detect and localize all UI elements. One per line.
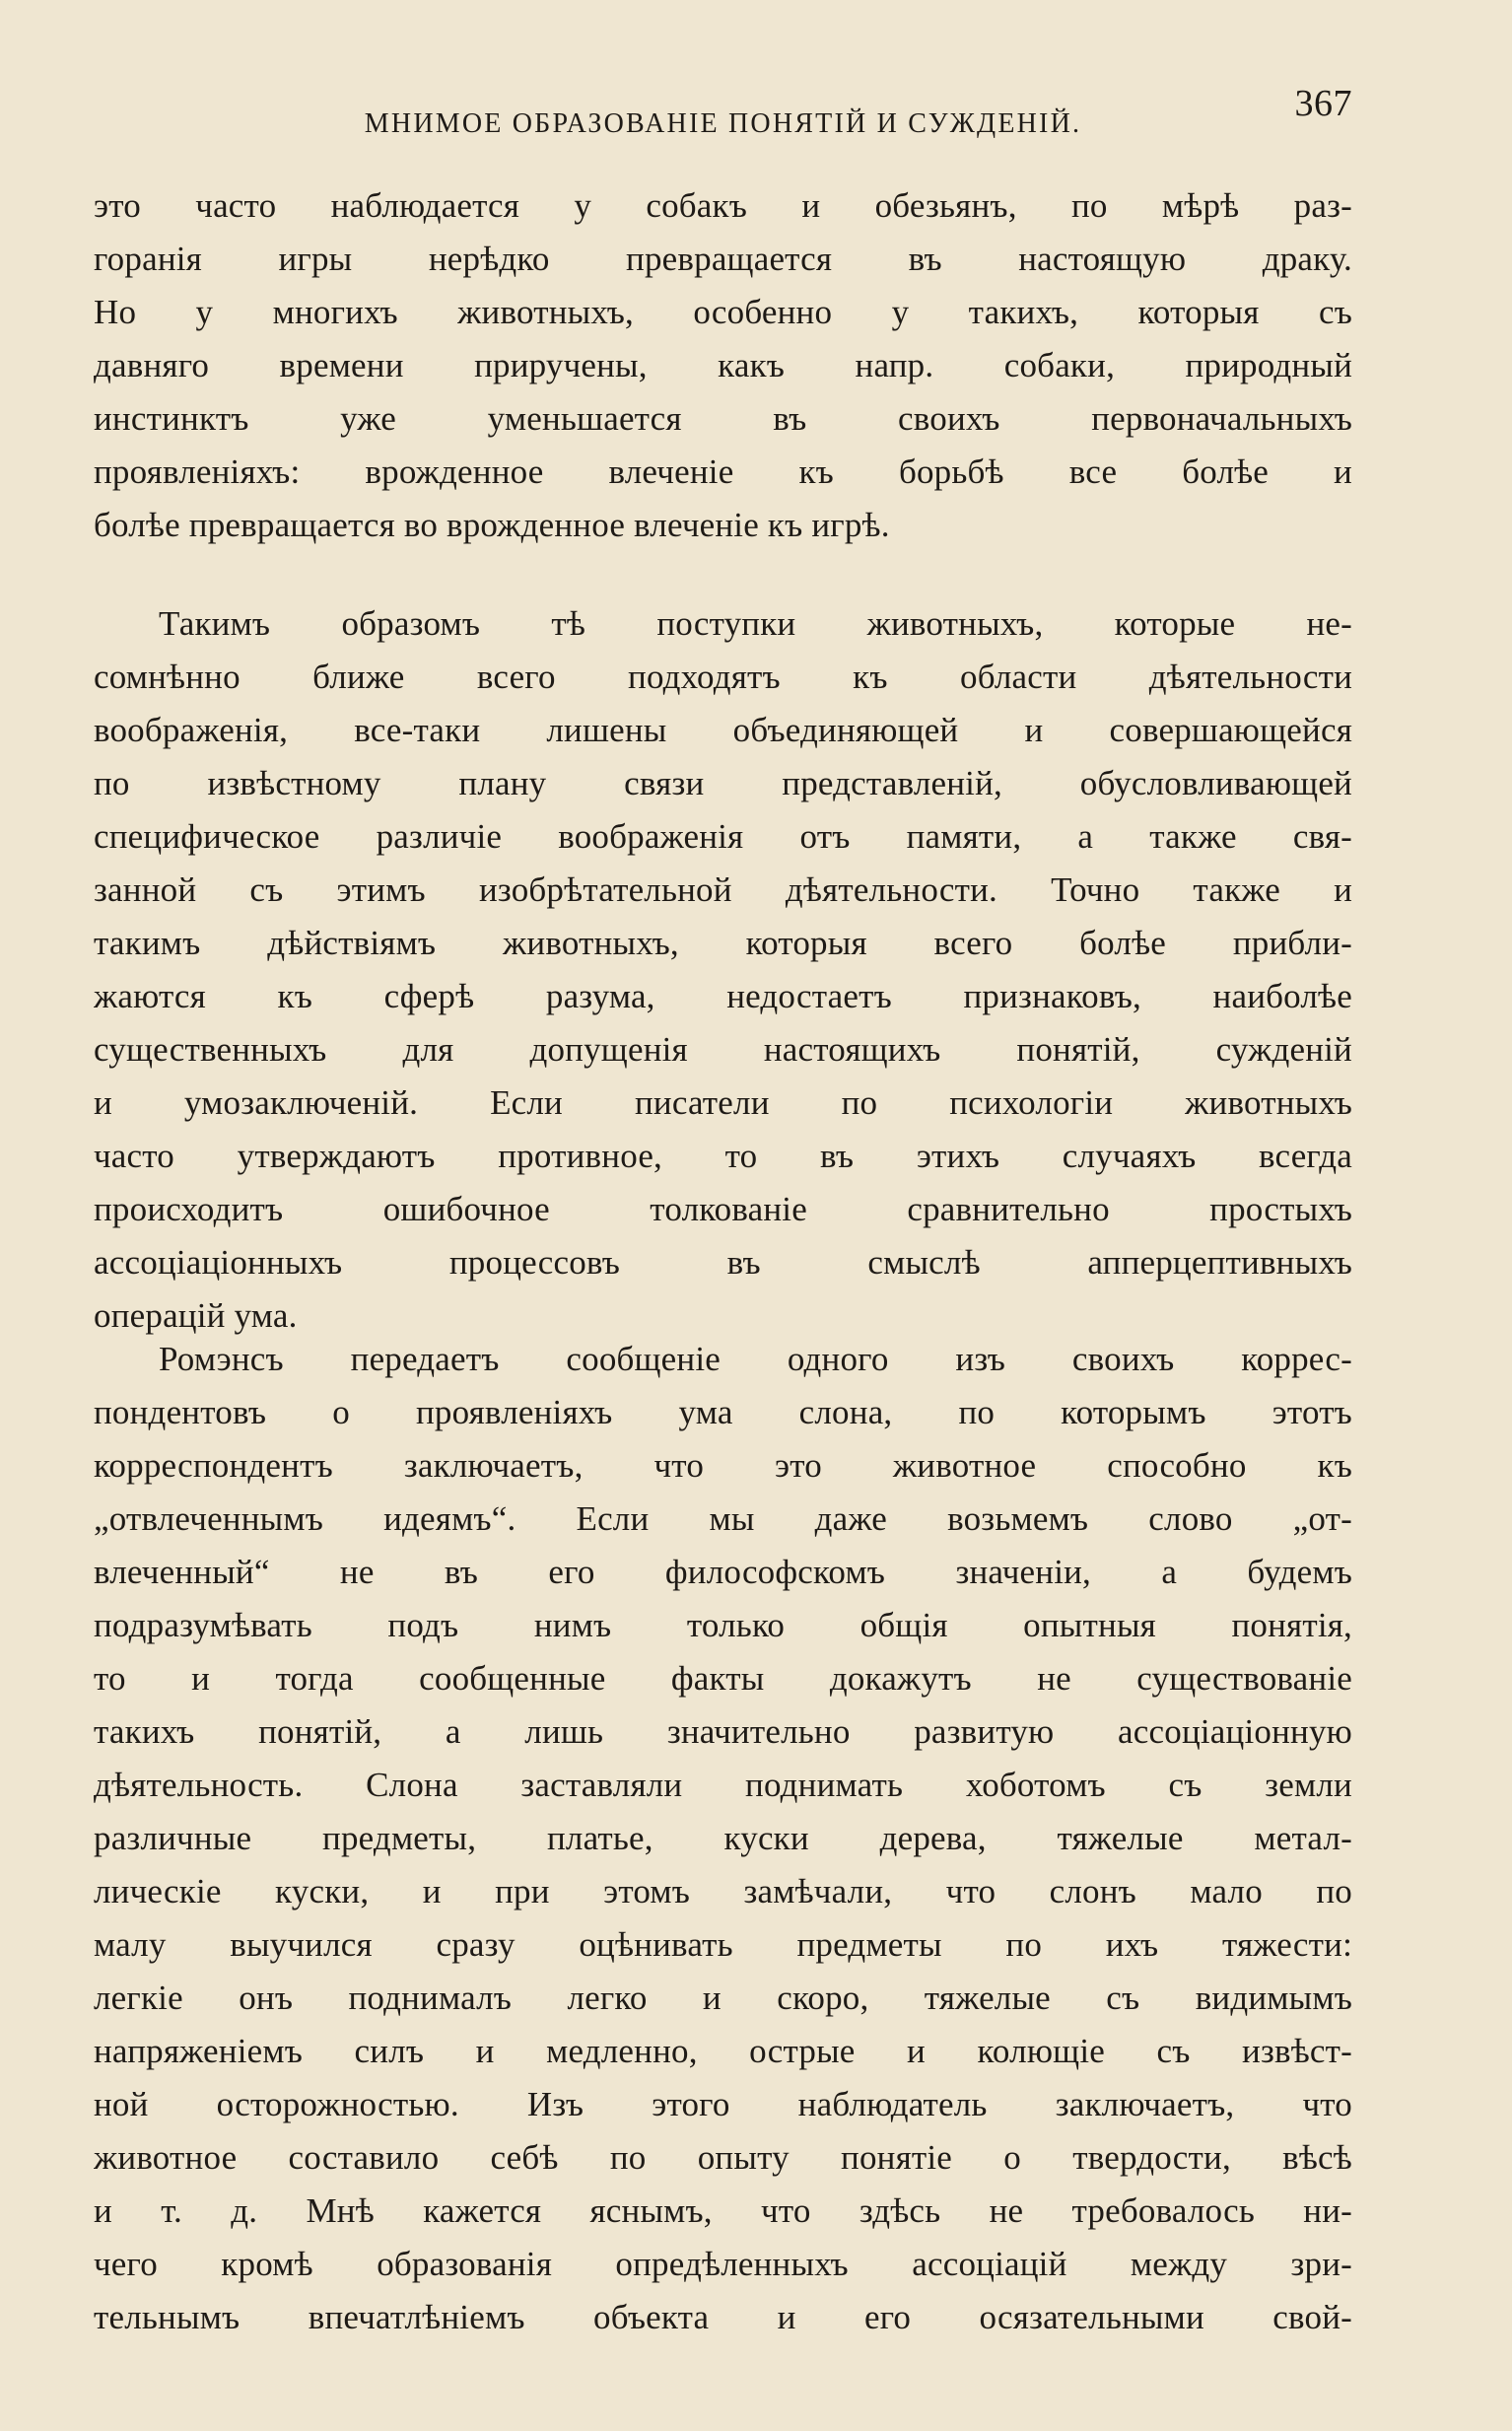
paragraph-2 (94, 597, 1352, 1343)
paragraph-line: и умозаключеній. Если писатели по психологіи животныхъ (94, 1083, 1352, 1122)
running-title: МНИМОЕ ОБРАЗОВАНІЕ ПОНЯТІЙ И СУЖДЕНІЙ. (364, 108, 1082, 139)
paragraph-line: болѣе превращается во врожденное влеченіе къ игрѣ. (94, 506, 890, 544)
paragraph-line: существенныхъ для допущенія настоящихъ понятій, сужденій (94, 1030, 1352, 1069)
paragraph-line: чего кромѣ образованія опредѣленныхъ ассоціацій между зри- (94, 2245, 1352, 2283)
paragraph-line: горанія игры нерѣдко превращается въ настоящую драку. (94, 240, 1352, 278)
paragraph-line: операцій ума. (94, 1296, 298, 1335)
paragraph-line: инстинктъ уже уменьшается въ своихъ первоначальныхъ (94, 399, 1352, 438)
page-number: 367 (1294, 83, 1352, 124)
paragraph-line: тельнымъ впечатлѣніемъ объекта и его осязательными свой- (94, 2298, 1352, 2336)
paragraph-line: занной съ этимъ изобрѣтательной дѣятельности. Точно также и (94, 870, 1352, 909)
paragraph-line: сомнѣнно ближе всего подходятъ къ области дѣятельности (94, 658, 1352, 696)
running-header (94, 81, 1352, 140)
paragraph-line: и т. д. Мнѣ кажется яснымъ, что здѣсь не требовалось ни- (94, 2191, 1352, 2230)
paragraph-line: различные предметы, платье, куски дерева, тяжелые метал- (94, 1819, 1352, 1857)
paragraph-line: это часто наблюдается у собакъ и обезьянъ, по мѣрѣ раз- (94, 186, 1352, 225)
paragraph-line: ной осторожностью. Изъ этого наблюдатель заключаетъ, что (94, 2085, 1352, 2123)
paragraph-line: влеченный“ не въ его философскомъ значеніи, а будемъ (94, 1553, 1352, 1591)
paragraph-line: напряженіемъ силъ и медленно, острые и колющіе съ извѣст- (94, 2032, 1352, 2070)
paragraph-line: то и тогда сообщенные факты докажутъ не существованіе (94, 1659, 1352, 1698)
paragraph-line: давняго времени приручены, какъ напр. собаки, природный (94, 346, 1352, 384)
paragraph-line: по извѣстному плану связи представленій, обусловливающей (94, 764, 1352, 802)
paragraph-line: Ромэнсъ передаетъ сообщеніе одного изъ своихъ коррес- (159, 1340, 1352, 1378)
paragraph-line: происходитъ ошибочное толкованіе сравнительно простыхъ (94, 1190, 1352, 1228)
paragraph-line: воображенія, все-таки лишены объединяющей и совершающейся (94, 711, 1352, 749)
paragraph-line: жаются къ сферѣ разума, недостаетъ признаковъ, наиболѣе (94, 977, 1352, 1015)
paragraph-line: Но у многихъ животныхъ, особенно у такихъ, которыя съ (94, 293, 1352, 331)
paragraph-1 (94, 179, 1352, 552)
paragraph-line: такимъ дѣйствіямъ животныхъ, которыя всего болѣе прибли- (94, 924, 1352, 962)
paragraph-line: дѣятельность. Слона заставляли поднимать хоботомъ съ земли (94, 1766, 1352, 1804)
paragraph-line: ассоціаціонныхъ процессовъ въ смыслѣ апперцептивныхъ (94, 1243, 1352, 1282)
paragraph-line: часто утверждаютъ противное, то въ этихъ случаяхъ всегда (94, 1137, 1352, 1175)
paragraph-line: проявленіяхъ: врожденное влеченіе къ борьбѣ все болѣе и (94, 452, 1352, 491)
paragraph-line: лическіе куски, и при этомъ замѣчали, что слонъ мало по (94, 1872, 1352, 1910)
paragraph-line: корреспондентъ заключаетъ, что это животное способно къ (94, 1446, 1352, 1485)
paragraph-line: „отвлеченнымъ идеямъ“. Если мы даже возьмемъ слово „от- (94, 1499, 1352, 1538)
paragraph-line: пондентовъ о проявленіяхъ ума слона, по которымъ этотъ (94, 1393, 1352, 1431)
paragraph-line: подразумѣвать подъ нимъ только общія опытныя понятія, (94, 1606, 1352, 1644)
paragraph-line: специфическое различіе воображенія отъ памяти, а также свя- (94, 817, 1352, 856)
paragraph-line: малу выучился сразу оцѣнивать предметы по ихъ тяжести: (94, 1925, 1352, 1964)
paragraph-line: Такимъ образомъ тѣ поступки животныхъ, которые не- (159, 604, 1352, 643)
paragraph-line: животное составило себѣ по опыту понятіе о твердости, вѣсѣ (94, 2138, 1352, 2177)
paragraph-line: такихъ понятій, а лишь значительно развитую ассоціаціонную (94, 1712, 1352, 1751)
paragraph-line: легкіе онъ поднималъ легко и скоро, тяжелые съ видимымъ (94, 1979, 1352, 2017)
paragraph-3 (94, 1333, 1352, 2344)
